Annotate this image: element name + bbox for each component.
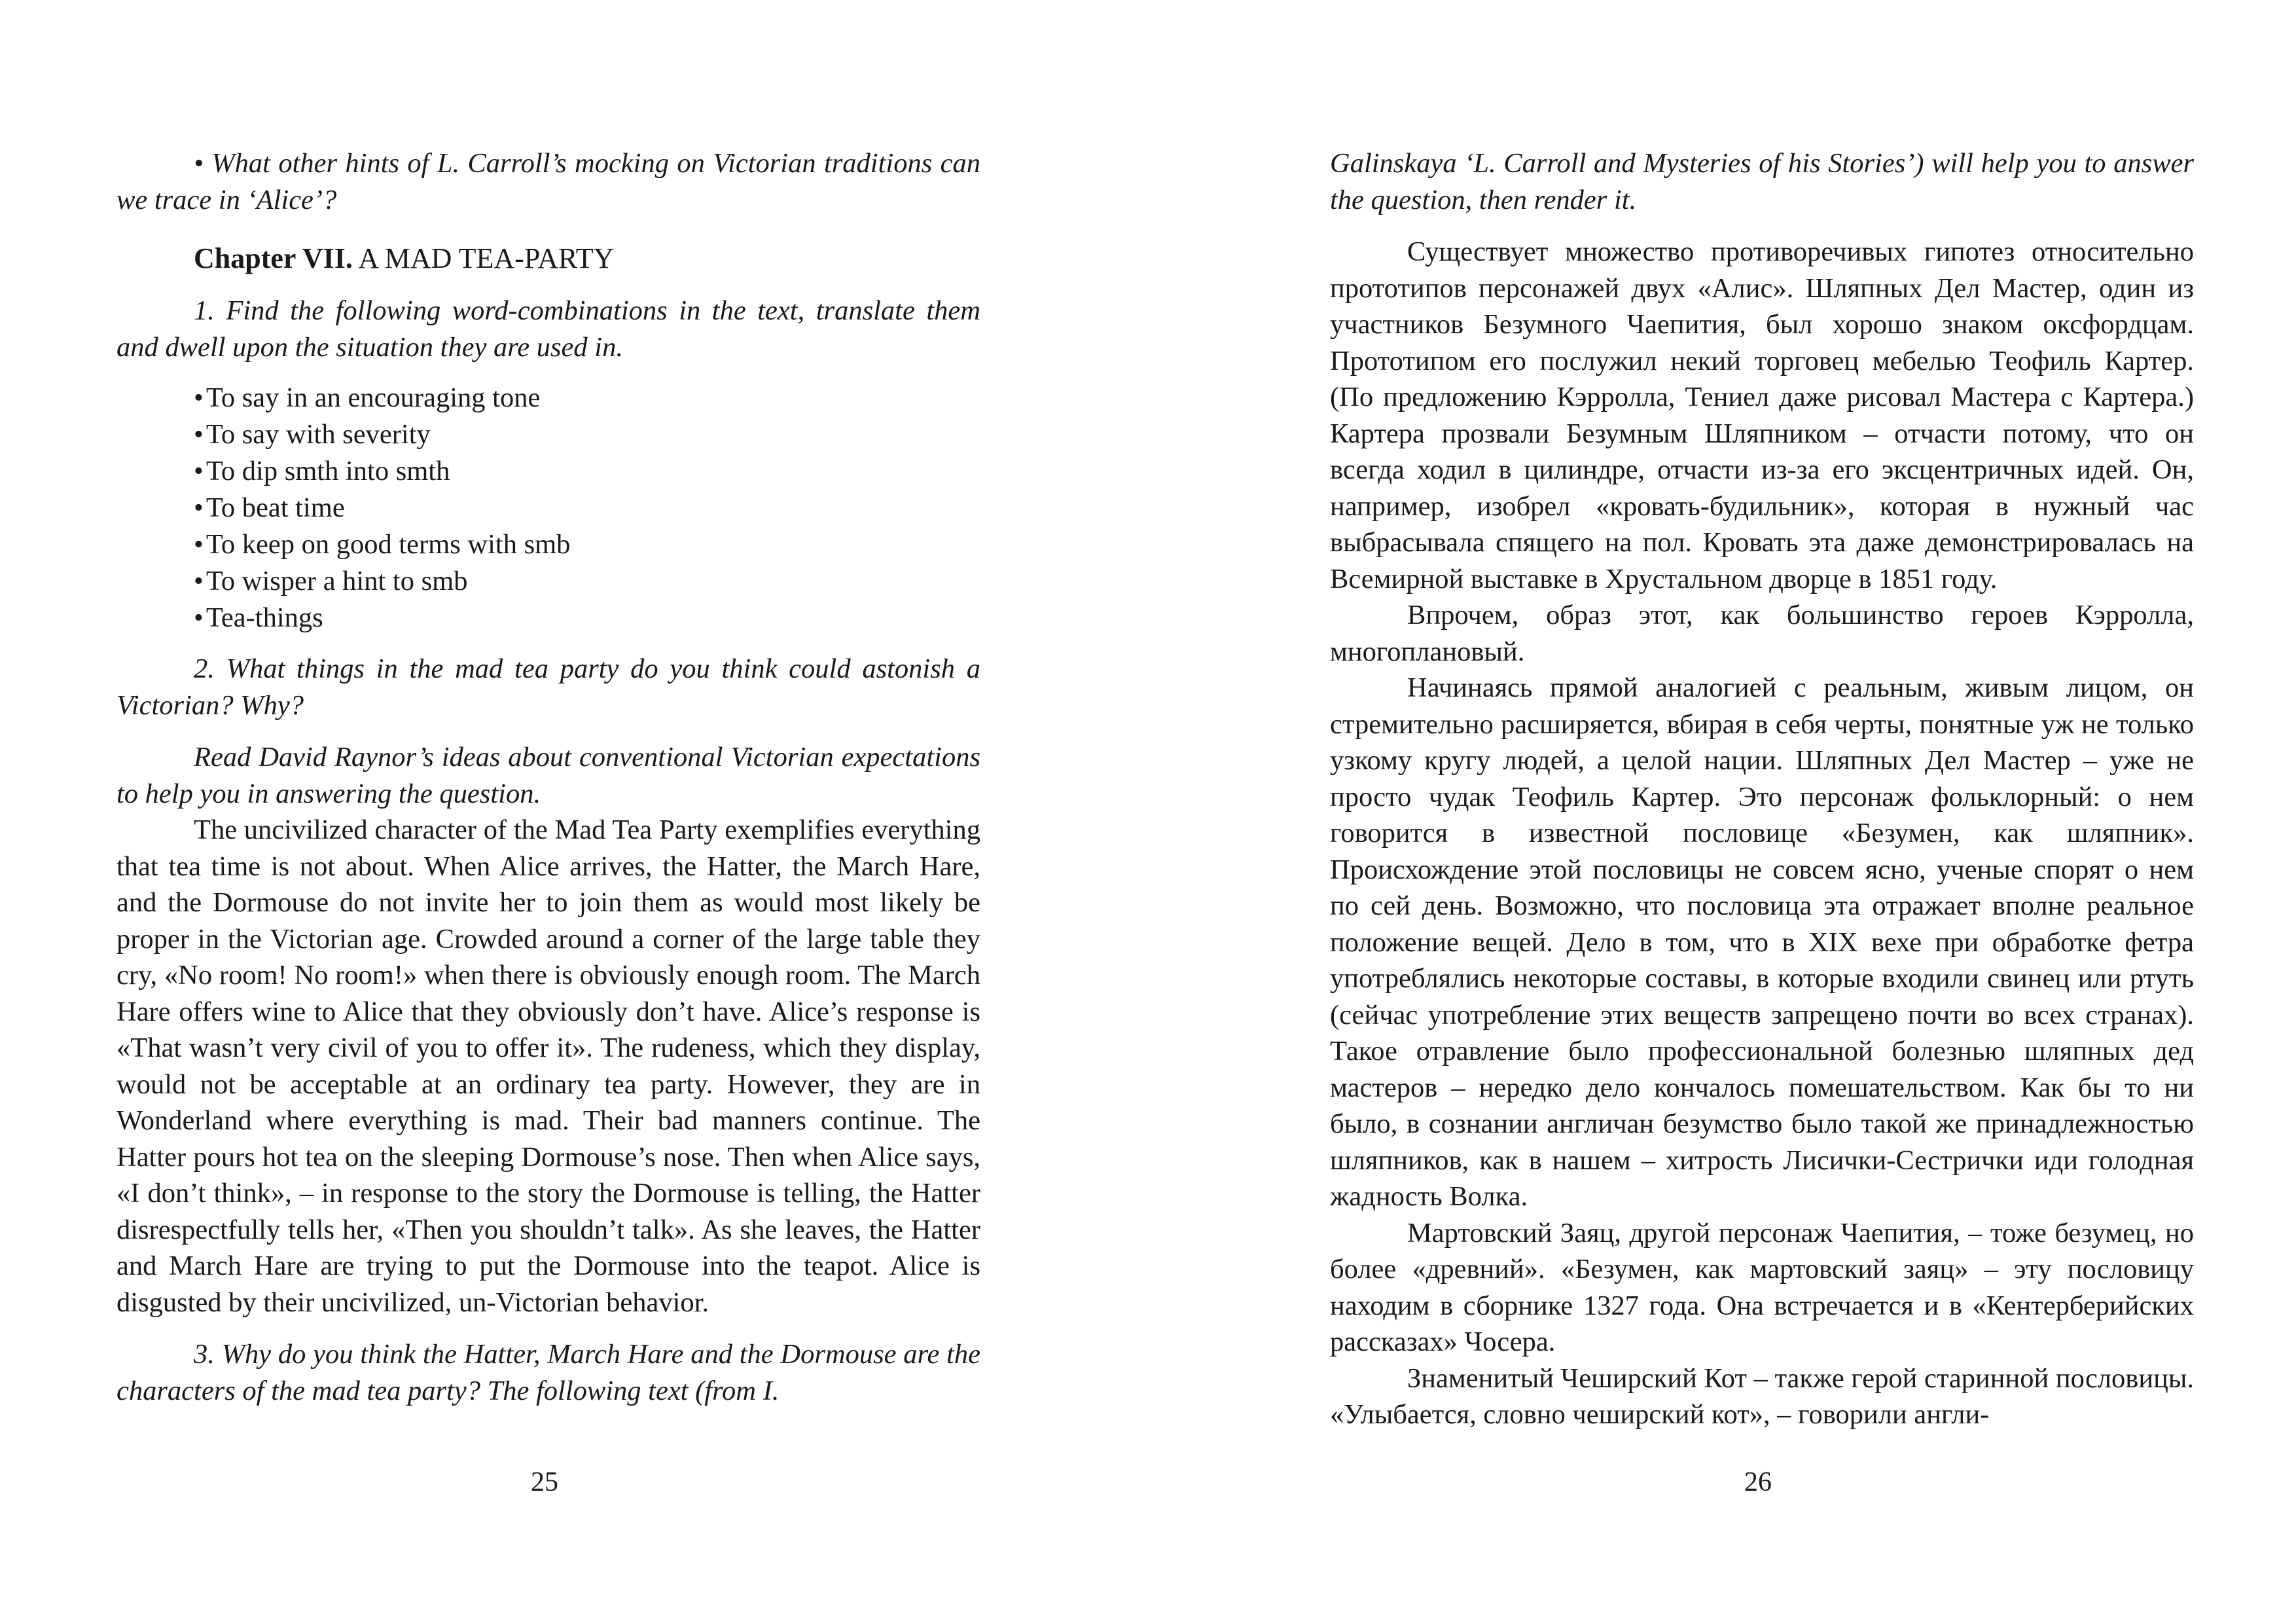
- chapter-number: Chapter VII.: [194, 242, 353, 274]
- task-1: 1. Find the following word-combinations in the text, translate them and dwell upon the situation they are used in.: [117, 295, 980, 363]
- word-combination-list: [194, 380, 980, 636]
- list-item: • Tea-things: [194, 600, 980, 636]
- page-number-25: 25: [531, 1467, 558, 1497]
- raynor-excerpt: The uncivilized character of the Mad Tea Party exemplifies everything that tea time is not about. When Alice arrives, the Hatter, the March Hare, and the Dormouse do not invite her to join them as would most likely be proper in the Victorian age. Crowded around a corner of the large table they cry, «No room! No room!» when there is obviously enough room. The March Hare offers wine to Alice that they obviously don’t have. Alice’s response is «That wasn’t very civil of you to offer it». The rudeness, which they display, would not be acceptable at an ordinary tea party. However, they are in Wonderland where everything is mad. Their bad manners continue. The Hatter pours hot tea on the sleeping Dormouse’s nose. Then when Alice says, «I don’t think», – in response to the story the Dormouse is telling, the Hatter disrespectfully tells her, «Then you shouldn’t talk». As she leaves, the Hatter and March Hare are trying to put the Dormouse into the teapot. Alice is disgusted by their uncivilized, un-Victorian behavior.: [117, 814, 980, 1318]
- list-item: • To say in an encouraging tone: [194, 380, 980, 416]
- right-page-text: [1330, 145, 2194, 1433]
- list-item: • To dip smth into smth: [194, 453, 980, 490]
- paragraph: Мартовский Заяц, другой персонаж Чаепития, – тоже безумец, но более «древний». «Безумен, как мартовский заяц» – эту пословицу находим в сборнике 1327 года. Она встречается и в «Кентерберийских рассказах» Чосера.: [1330, 1217, 2194, 1357]
- paragraph: Впрочем, образ этот, как большинство героев Кэрролла, многоплановый.: [1330, 600, 2194, 667]
- list-item: • To say with severity: [194, 416, 980, 453]
- task-2: 2. What things in the mad tea party do you think could astonish a Victorian? Why?: [117, 653, 980, 721]
- chapter-heading: [194, 240, 980, 277]
- task-2-reading-note: Read David Raynor’s ideas about conventional Victorian expectations to help you in answering the question.: [117, 742, 980, 809]
- left-page-text: [117, 145, 980, 1409]
- bullet-question: • What other hints of L. Carroll’s mocking on Victorian traditions can we trace in ‘Alice’?: [117, 148, 980, 215]
- chapter-title: A MAD TEA-PARTY: [352, 242, 615, 274]
- paragraph: Знаменитый Чеширский Кот – также герой старинной пословицы. «Улыбается, словно чеширский кот», – говорили англи-: [1330, 1362, 2194, 1430]
- list-item: • To wisper a hint to smb: [194, 563, 980, 600]
- task-3: 3. Why do you think the Hatter, March Hare and the Dormouse are the characters of the mad tea party? The following text (from I.: [117, 1339, 980, 1406]
- list-item: • To beat time: [194, 490, 980, 526]
- paragraph: Начинаясь прямой аналогией с реальным, живым лицом, он стремительно расширяется, вбирая в себя черты, понятные уж не только узкому кругу людей, а целой нации. Шляпных Дел Мастер – уже не просто чудак Теофиль Картер. Это персонаж фольклорный: о нем говорится в известной пословице «Безумен, как шляпник». Происхождение этой пословицы не совсем ясно, ученые спорят о нем по сей день. Возможно, что пословица эта отражает вполне реальное положение вещей. Дело в том, что в XIX вехе при обработке фетра употреблялись некоторые составы, в которые входили свинец или ртуть (сейчас употребление этих веществ запрещено почти во всех странах). Такое отравление было профессиональной болезнью шляпных дед мастеров – нередко дело кончалось помешательством. Как бы то ни было, в сознании англичан безумство было такой же принадлежностью шляпников, как в нашем – хитрость Лисички-Сестрички иди голодная жадность Волка.: [1330, 672, 2194, 1212]
- paragraph: Существует множество противоречивых гипотез относительно прототипов персонажей двух «Алис». Шляпных Дел Мастер, один из участников Безумного Чаепития, был хорошо знаком оксфордцам. Прототипом его послужил некий торговец мебелью Теофиль Картер. (По предложению Кэрролла, Тениел даже рисовал Мастера с Картера.) Картера прозвали Безумным Шляпником – отчасти потому, что он всегда ходил в цилиндре, отчасти из-за его эксцентричных идей. Он, например, изобрел «кровать-будильник», которая в нужный час выбрасывала спящего на пол. Кровать эта даже демонстрировалась на Всемирной выставке в Хрустальном дворце в 1851 году.: [1330, 236, 2194, 594]
- page-number-26: 26: [1744, 1467, 1772, 1497]
- list-item: • To keep on good terms with smb: [194, 526, 980, 563]
- right-page: [1148, 0, 2296, 1623]
- bullet-question-text: What other hints of L. Carroll’s mocking on Victorian traditions can we trace in ‘Alice’?: [117, 148, 980, 215]
- task-3-continuation: Galinskaya ‘L. Carroll and Mysteries of his Stories’) will help you to answer the question, then render it.: [1330, 148, 2194, 215]
